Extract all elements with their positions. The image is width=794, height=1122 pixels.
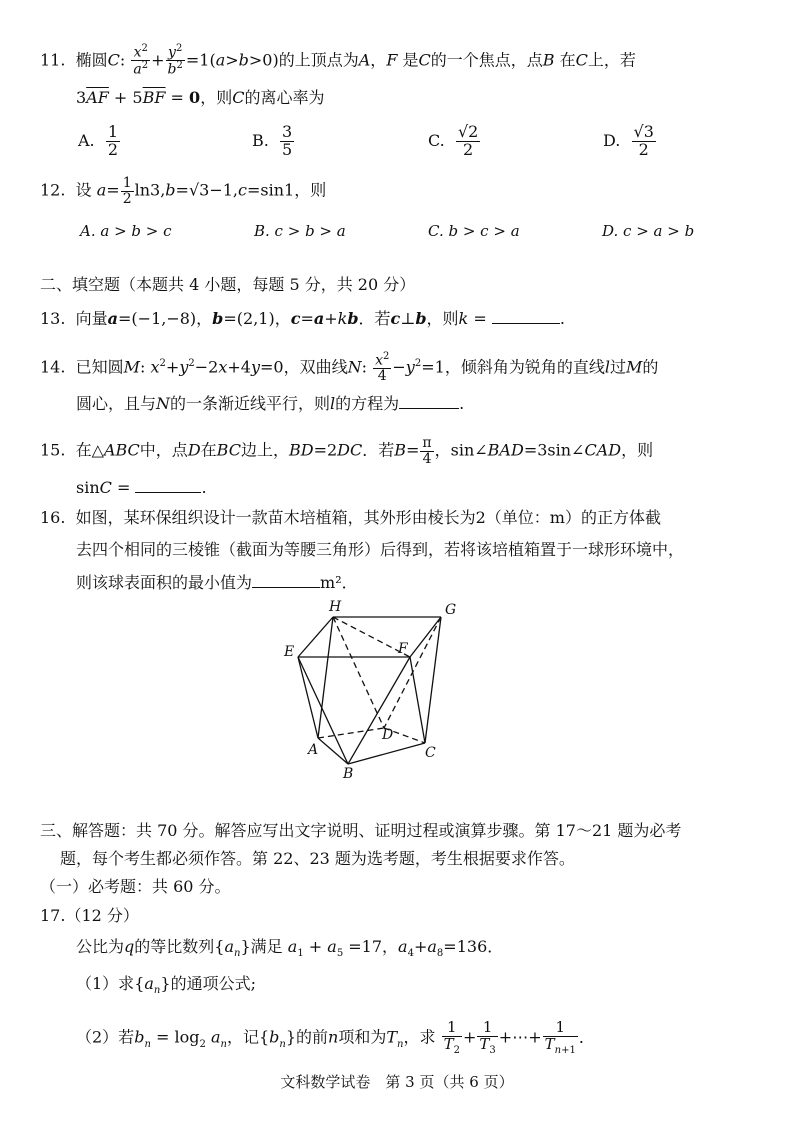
- q17-text: 公比为: [76, 937, 125, 956]
- option-label: D.: [603, 130, 621, 150]
- q15-text: 在: [200, 440, 217, 460]
- q13-answer-blank[interactable]: [492, 309, 560, 324]
- q16-text: 则该球表面积的最小值为: [76, 573, 253, 592]
- q11-text: 的一个焦点，点: [430, 50, 543, 70]
- q15-answer-blank[interactable]: [135, 478, 201, 493]
- section-3-line2: 题，每个考生都必须作答。第 22、23 题为选考题，考生根据要求作答。: [60, 849, 575, 868]
- q15-number: 15.: [40, 440, 66, 460]
- figure-label-e: E: [284, 644, 295, 660]
- q12-number: 12.: [40, 180, 66, 200]
- q14-text: 已知圆: [75, 357, 124, 377]
- q13-text: 向量: [75, 309, 108, 328]
- q16-unit: m²．: [320, 573, 358, 592]
- q13-text: ．若: [358, 309, 391, 328]
- q12-option-b: B. c > b > a: [254, 222, 346, 240]
- figure-label-f: F: [398, 641, 408, 657]
- figure-label-g: G: [445, 602, 457, 618]
- figure-label-a: A: [308, 742, 319, 758]
- q14-text: 过: [609, 357, 626, 377]
- q17-text: ，求: [403, 1027, 436, 1047]
- page-footer: 文科数学试卷 第 3 页（共 6 页）: [280, 1073, 514, 1091]
- option-label: A.: [78, 130, 95, 150]
- q11-text: 的离心率为: [244, 88, 325, 107]
- q12-text: ，则: [294, 180, 327, 200]
- q11-option-d: D. $\frac{√3}{2}$: [603, 122, 654, 159]
- option-label: B.: [252, 130, 269, 150]
- q11-option-a: A. $\frac{1}{2}$: [78, 122, 118, 159]
- figure-label-d: D: [382, 727, 394, 743]
- q14-text: 的一条渐近线平行，则: [170, 394, 331, 413]
- q11-text: 在: [559, 50, 576, 70]
- q11-line2: $3\overline{AF} + 5\overline{BF} = 0$，则C的离心率为: [76, 88, 325, 107]
- q15-line2: sinC = .: [76, 478, 207, 497]
- q17-text: （2）若: [76, 1027, 135, 1047]
- q15-text: 边上，: [240, 440, 289, 460]
- figure-label-h: H: [329, 599, 342, 615]
- q17-text: 的通项公式;: [170, 974, 256, 993]
- q13-number: 13.: [40, 309, 66, 328]
- q14-text: 的方程为: [335, 394, 400, 413]
- q11-text: ，: [370, 50, 387, 70]
- figure-label-c: C: [425, 745, 436, 761]
- q16-line1: [40, 510, 661, 526]
- q16-line2: 去四个相同的三棱锥（截面为等腰三角形）后得到，若将该培植箱置于一球形环境中，: [76, 540, 685, 559]
- q12-option-d: D. c > a > b: [602, 222, 695, 240]
- q12-text: 设: [75, 180, 92, 200]
- option-label: C.: [428, 130, 445, 150]
- q11-text: 椭圆: [75, 50, 108, 70]
- q14-text: ，双曲线: [283, 357, 348, 377]
- q14-text: ，倾斜角为锐角的直线: [444, 357, 605, 377]
- figure-label-b: B: [343, 766, 354, 782]
- q15-text: 在△: [75, 440, 104, 460]
- q16-answer-blank[interactable]: [252, 573, 320, 588]
- q11-option-b: B. $\frac{3}{5}$: [252, 122, 293, 159]
- q14-line2: 圆心，且与N的一条渐近线平行，则l的方程为 .: [76, 394, 465, 413]
- section-3-heading: 三、解答题：共 70 分。解答应写出文字说明、证明过程或演算步骤。第 17～21 题为必考: [40, 821, 682, 840]
- q12-line1: 12. 设 a= $\frac{1}{2}$ ln3,b=√3−1,c=sin1，则: [40, 175, 327, 207]
- q14-text: 的: [642, 357, 659, 377]
- q16-text: 如图，某环保组织设计一款苗木培植箱，其外形由棱长为2（单位：m）的正方体截: [75, 508, 661, 527]
- q17-text: 的前: [296, 1027, 329, 1047]
- section-3-line3: （一）必考题：共 60 分。: [40, 877, 231, 896]
- q15-text: ，则: [621, 440, 654, 460]
- q12-option-a: A. a > b > c: [80, 222, 172, 240]
- q17-text: 项和为: [338, 1027, 387, 1047]
- section-2-heading: 二、填空题（本题共 4 小题，每题 5 分，共 20 分）: [40, 275, 416, 294]
- q16-line3: [76, 573, 358, 591]
- q11-text: 的上顶点为: [278, 50, 359, 70]
- q17-part1: （1）求$\{a_n\}$的通项公式;: [76, 974, 256, 997]
- q17-text: ，记: [226, 1027, 259, 1047]
- q11-text: 是: [402, 50, 419, 70]
- q16-number: 16.: [40, 508, 66, 527]
- q14-answer-blank[interactable]: [399, 394, 459, 409]
- q17-text: 的等比数列: [134, 937, 215, 956]
- q14-number: 14.: [40, 357, 66, 377]
- q17-line1: 公比为q的等比数列$\{a_n\}$满足 $a_1 + a_5 =17$，$a_4+a_8=136$．: [76, 937, 504, 960]
- q11-text: ，则: [200, 88, 233, 107]
- q15-line1: 15. 在△ABC中，点D在BC边上，BD=2DC．若B= $\frac{\pi}{4}$ ，sin∠BAD=3sin∠CAD，则: [40, 435, 654, 467]
- q17-part2: （2）若$b_n = \log_2 a_n$，记$\{b_n\}$的前n项和为$T_n$，求 $\frac{1}{T_2}$ + $\frac{1}{T_3}$ +⋯+ $\frac{1}{T_{n+1}}$ ．: [76, 1018, 595, 1056]
- q13-text: ，则: [426, 309, 459, 328]
- q14-line1: 14. 已知圆M: $x^2+y^2-2x+4y=0$，双曲线N: $\frac{x^2}{4}$ $-y^2=1$，倾斜角为锐角的直线l过M的: [40, 351, 659, 385]
- q14-text: 圆心，且与: [76, 394, 157, 413]
- q15-text: ．若: [362, 440, 395, 460]
- q15-text: 中，点: [139, 440, 188, 460]
- q12-option-c: C. b > c > a: [428, 222, 520, 240]
- q11-number: 11.: [40, 50, 66, 70]
- q13-line: 13. 向量a=(−1,−8)，b=(2,1)，c=a+kb．若c⊥b，则k = .: [40, 309, 565, 328]
- q17-text: 满足: [250, 937, 283, 956]
- q11-option-c: C. $\frac{√2}{2}$: [428, 122, 479, 159]
- q17-text: （1）求: [76, 974, 135, 993]
- q17-number: 17.（12 分）: [40, 906, 139, 925]
- q11-line1: 11. 椭圆C: $\frac{x^2}{a^2}$ + $\frac{y^2}{b^2}$ =1(a>b>0)的上顶点为A，F 是C的一个焦点，点B 在C上，若: [40, 43, 636, 78]
- q11-text: 上，若: [587, 50, 636, 70]
